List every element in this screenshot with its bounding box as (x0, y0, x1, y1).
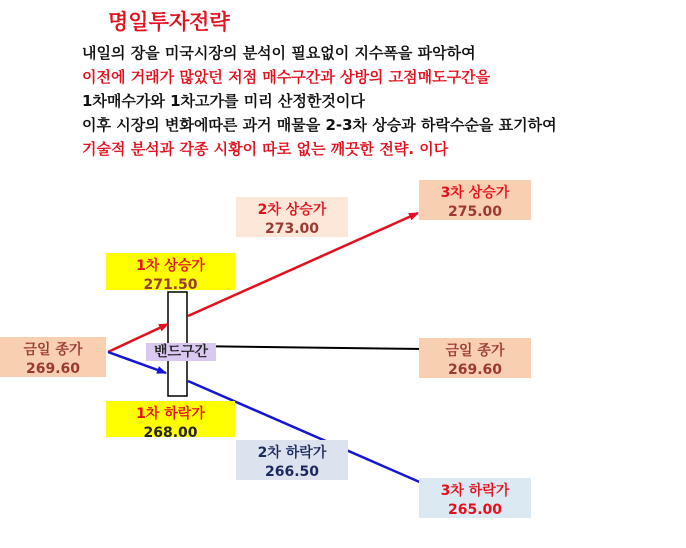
today-close-right-box (419, 338, 531, 378)
third-down-value: 265.00 (447, 502, 503, 518)
third-up-label: 3차 상승가 (440, 185, 510, 201)
description-line-4: 이후 시장의 변화에따른 과거 매물을 2-3차 상승과 하락수순을 표기하여 (82, 116, 557, 134)
third-up-box (419, 180, 531, 220)
band-label: 밴드구간 (146, 343, 216, 361)
description-line-1: 내일의 장을 미국시장의 분석이 필요없이 지수폭을 파악하여 (82, 44, 476, 62)
first-up-value: 271.50 (143, 277, 198, 293)
flat-line (188, 346, 424, 349)
first-down-value: 268.00 (143, 425, 198, 441)
first-down-label: 1차 하락가 (136, 406, 205, 422)
second-down-box (236, 440, 348, 480)
today-close-left-value: 269.60 (25, 361, 81, 377)
third-down-label: 3차 하락가 (440, 483, 510, 499)
page-title: 명일투자전략 (108, 10, 230, 34)
second-up-box (236, 197, 348, 237)
today-close-right-label: 금일 종가 (445, 343, 505, 359)
second-up-label: 2차 상승가 (257, 202, 327, 218)
today-close-right-value: 269.60 (447, 362, 503, 378)
second-down-label: 2차 하락가 (257, 445, 327, 461)
description-line-5: 기술적 분석과 각종 시황이 따로 없는 깨끗한 전략. 이다 (82, 140, 449, 158)
description-line-2: 이전에 거래가 많았던 저점 매수구간과 상방의 고점매도구간을 (82, 68, 491, 86)
second-up-value: 273.00 (264, 221, 320, 237)
second-down-value: 266.50 (264, 464, 320, 480)
third-up-value: 275.00 (447, 204, 503, 220)
first-up-box (106, 253, 235, 293)
first-down-box (106, 401, 235, 441)
first-up-label: 1차 상승가 (136, 258, 205, 274)
third-down-box (419, 478, 531, 518)
description-line-3: 1차매수가와 1차고가를 미리 산정한것이다 (82, 92, 365, 110)
today-close-left-label: 금일 종가 (23, 342, 83, 358)
today-close-left-box (0, 337, 106, 377)
